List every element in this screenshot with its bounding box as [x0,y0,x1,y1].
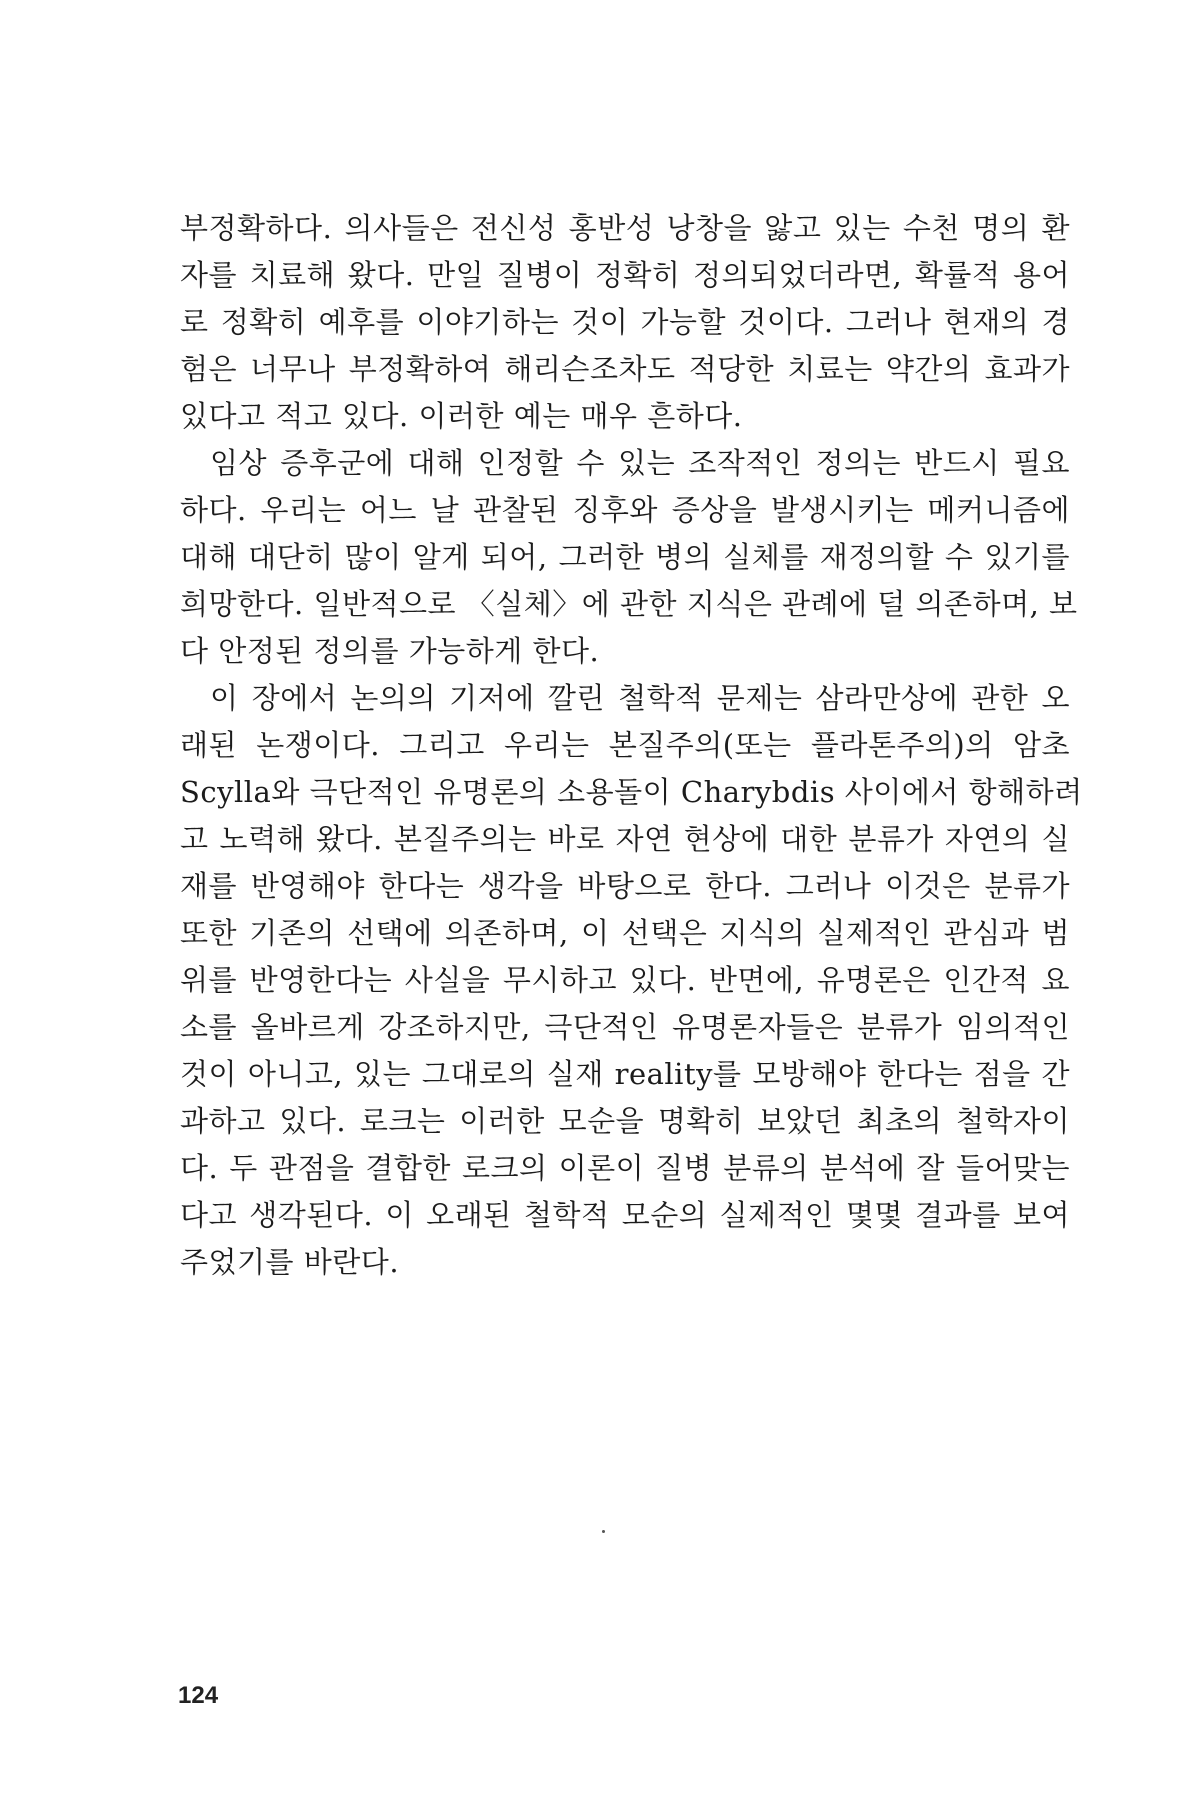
text-line: 임상 증후군에 대해 인정할 수 있는 조작적인 정의는 반드시 필요 [210,446,1070,480]
text-line: 재를 반영해야 한다는 생각을 바탕으로 한다. 그러나 이것은 분류가 [180,869,1070,903]
text-line: 과하고 있다. 로크는 이러한 모순을 명확히 보았던 최초의 철학자이 [180,1104,1070,1138]
body-text [180,205,1083,1286]
text-line: 다 안정된 정의를 가능하게 한다. [180,634,600,668]
text-line: 위를 반영한다는 사실을 무시하고 있다. 반면에, 유명론은 인간적 요 [180,963,1070,997]
text-line: 자를 치료해 왔다. 만일 질병이 정확히 정의되었더라면, 확률적 용어 [180,258,1070,292]
text-line: Scylla와 극단적인 유명론의 소용돌이 Charybdis 사이에서 항해하려 [180,775,1083,809]
paragraph-1 [180,205,1070,440]
paragraph-2 [180,440,1078,675]
text-line: 이 장에서 논의의 기저에 깔린 철학적 문제는 삼라만상에 관한 오 [210,681,1070,715]
text-line: 것이 아니고, 있는 그대로의 실재 reality를 모방해야 한다는 점을 간 [180,1057,1070,1091]
stray-dot [602,1530,605,1533]
paragraph-3 [180,675,1083,1286]
page-number: 124 [178,1682,219,1709]
text-line: 소를 올바르게 강조하지만, 극단적인 유명론자들은 분류가 임의적인 [180,1010,1070,1044]
text-line: 다고 생각된다. 이 오래된 철학적 모순의 실제적인 몇몇 결과를 보여 [180,1198,1070,1232]
text-line: 험은 너무나 부정확하여 해리슨조차도 적당한 치료는 약간의 효과가 [180,352,1070,386]
text-line: 래된 논쟁이다. 그리고 우리는 본질주의(또는 플라톤주의)의 암초 [180,728,1070,762]
text-line: 대해 대단히 많이 알게 되어, 그러한 병의 실체를 재정의할 수 있기를 [180,540,1070,574]
text-line: 주었기를 바란다. [180,1245,400,1279]
text-line: 하다. 우리는 어느 날 관찰된 징후와 증상을 발생시키는 메커니즘에 [180,493,1070,527]
text-line: 부정확하다. 의사들은 전신성 홍반성 낭창을 앓고 있는 수천 명의 환 [180,211,1070,245]
text-line: 있다고 적고 있다. 이러한 예는 매우 흔하다. [180,399,743,433]
text-line: 다. 두 관점을 결합한 로크의 이론이 질병 분류의 분석에 잘 들어맞는 [180,1151,1070,1185]
text-line: 로 정확히 예후를 이야기하는 것이 가능할 것이다. 그러나 현재의 경 [180,305,1070,339]
text-line: 또한 기존의 선택에 의존하며, 이 선택은 지식의 실제적인 관심과 범 [180,916,1070,950]
text-line: 희망한다. 일반적으로 〈실체〉에 관한 지식은 관례에 덜 의존하며, 보 [180,587,1078,621]
text-line: 고 노력해 왔다. 본질주의는 바로 자연 현상에 대한 분류가 자연의 실 [180,822,1070,856]
